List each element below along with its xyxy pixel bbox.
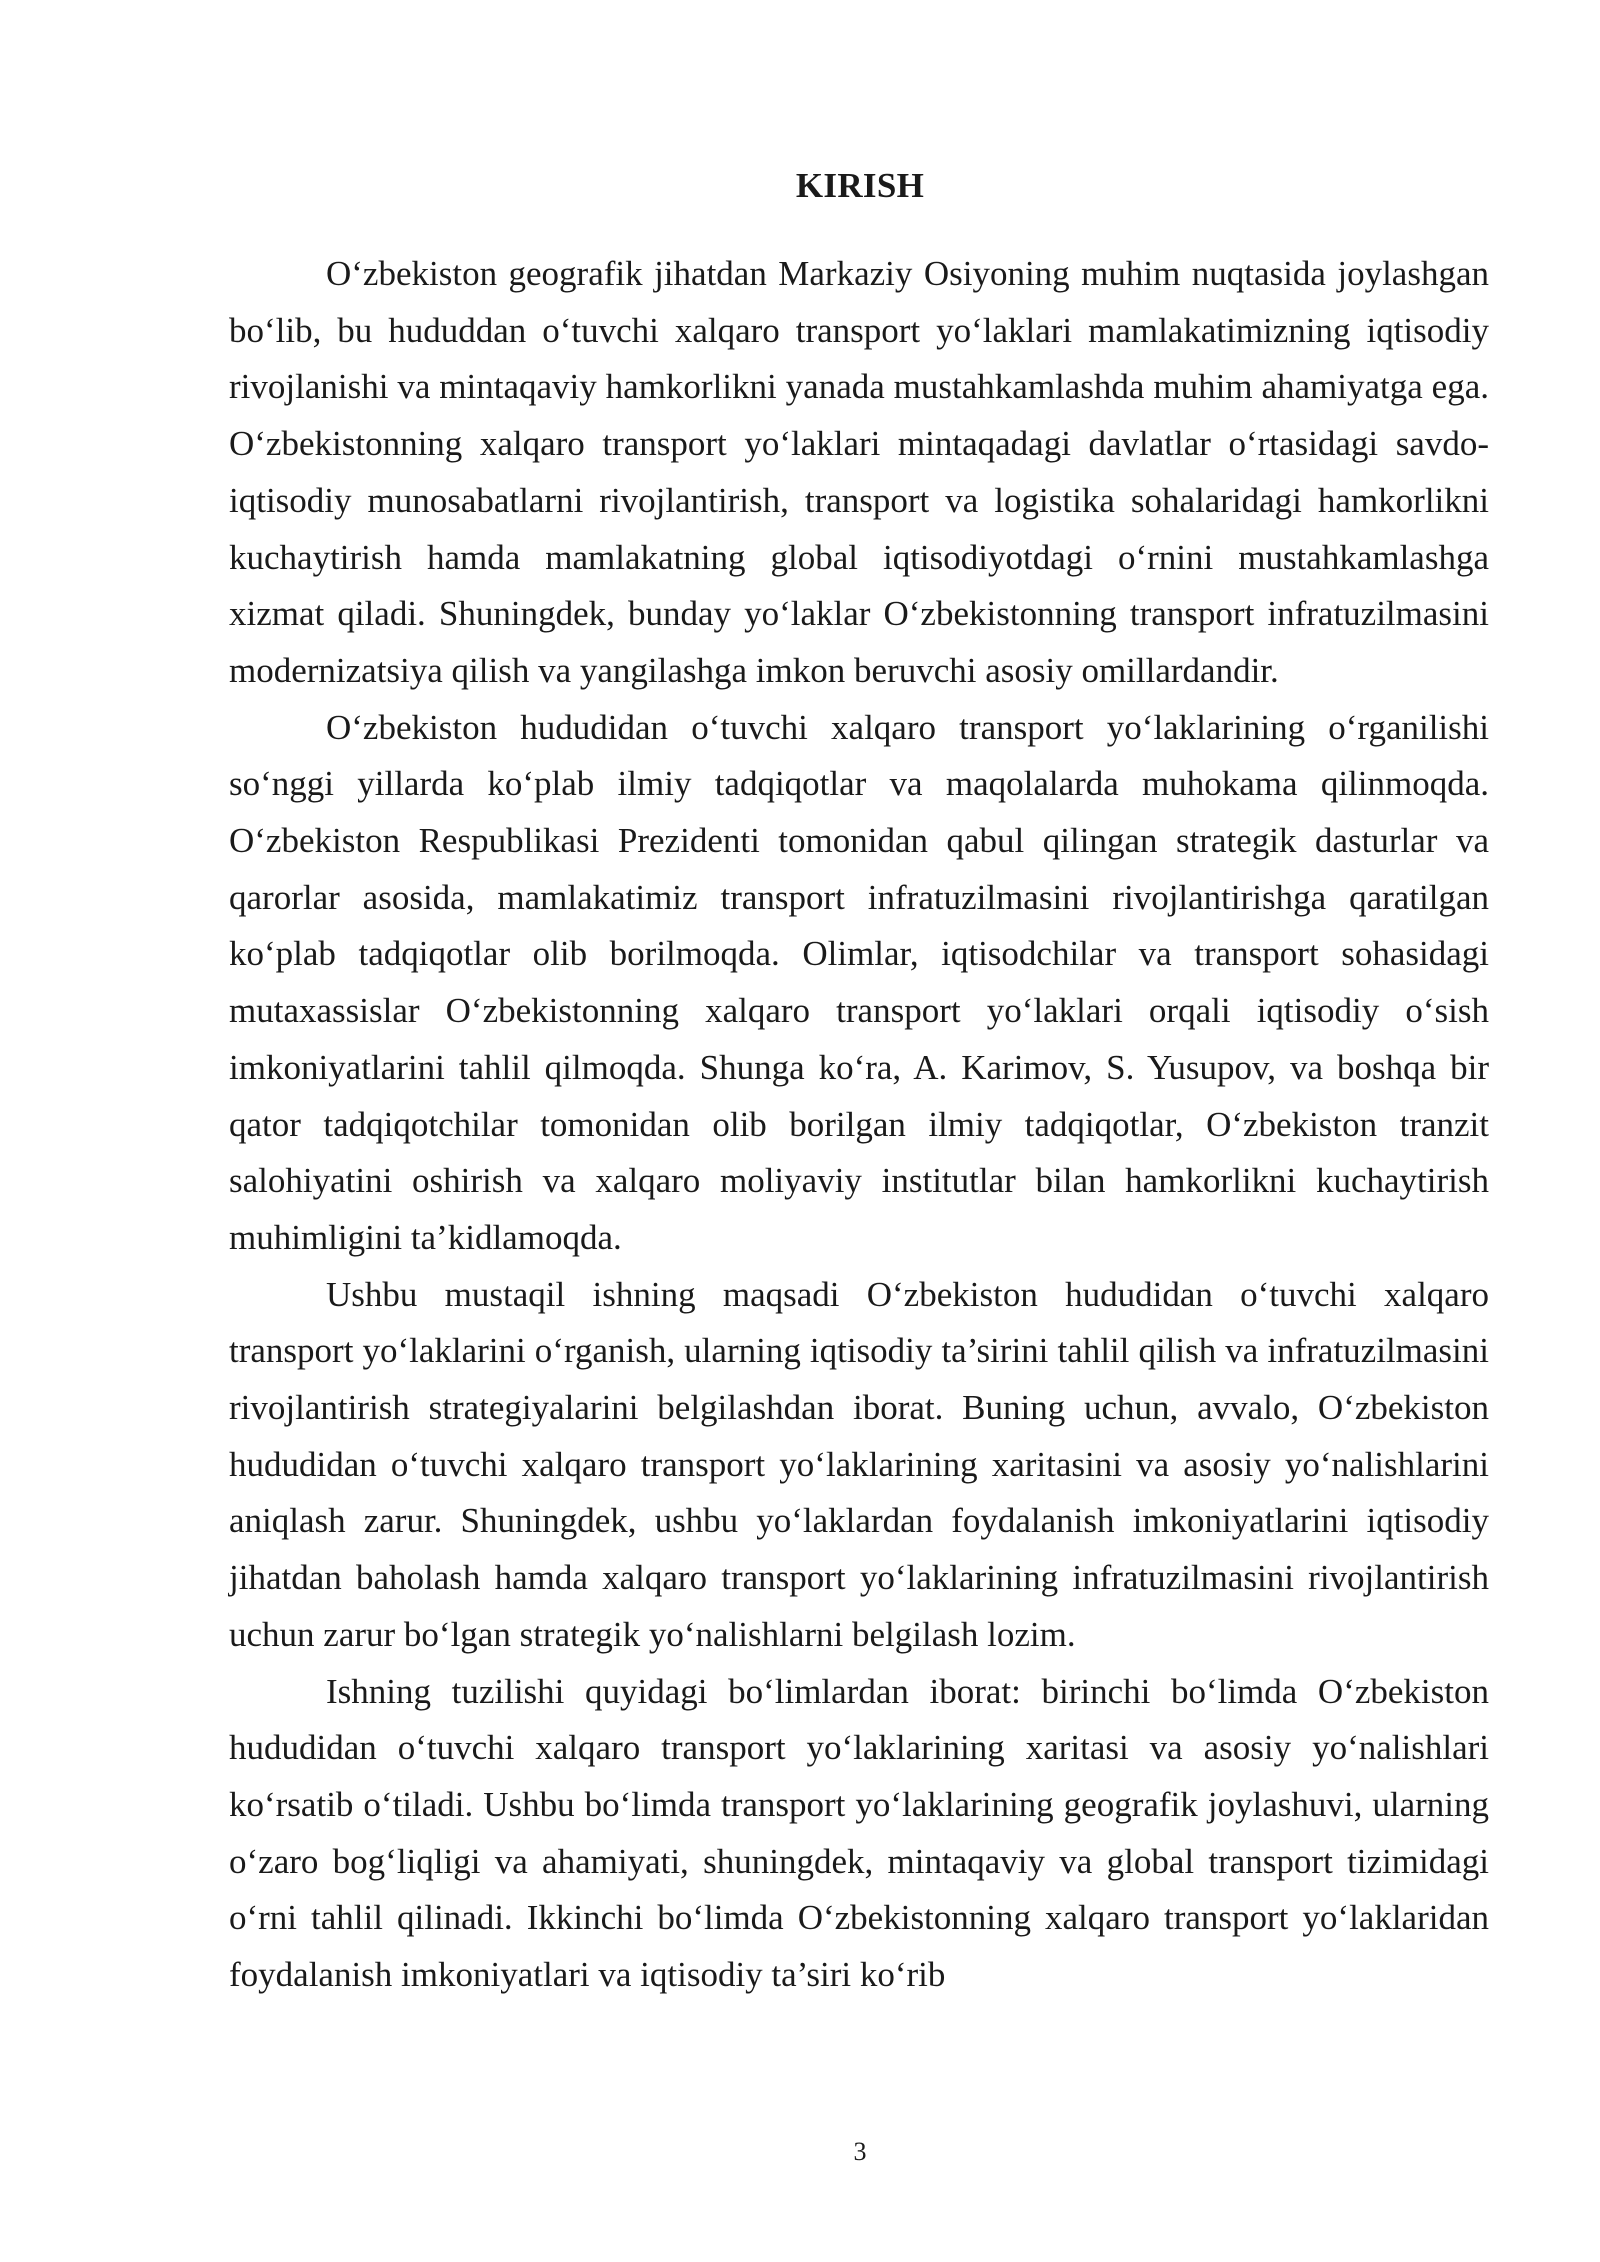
paragraph-2: O‘zbekiston hududidan o‘tuvchi xalqaro transport yo‘laklarining o‘rganilishi so‘nggi yillarda ko‘plab ilmiy tadqiqotlar va maqolalarda muhokama qilinmoqda. O‘zbekiston Respublikasi Prezidenti tomonidan qabul qilingan strategik dasturlar va qarorlar asosida, mamlakatimiz transport infratuzilmasini rivojlantirishga qaratilgan ko‘plab tadqiqotlar olib borilmoqda. Olimlar, iqtisodchilar va transport sohasidagi mutaxassislar O‘zbekistonning xalqaro transport yo‘laklari orqali iqtisodiy o‘sish imkoniyatlarini tahlil qilmoqda. Shunga ko‘ra, A. Karimov, S. Yusupov, va boshqa bir qator tadqiqotchilar tomonidan olib borilgan ilmiy tadqiqotlar, O‘zbekiston tranzit salohiyatini oshirish va xalqaro moliyaviy institutlar bilan hamkorlikni kuchaytirish muhimligini ta’kidlamoqda. xyxy=(229,707,1489,1257)
body-text xyxy=(229,246,1489,2004)
section-title: KIRISH xyxy=(795,166,925,205)
paragraph-1: O‘zbekiston geografik jihatdan Markaziy Osiyoning muhim nuqtasida joylashgan bo‘lib, bu hududdan o‘tuvchi xalqaro transport yo‘laklari mamlakatimizning iqtisodiy rivojlanishi va mintaqaviy hamkorlikni yanada mustahkamlashda muhim ahamiyatga ega. O‘zbekistonning xalqaro transport yo‘laklari mintaqadagi davlatlar o‘rtasidagi savdo-iqtisodiy munosabatlarni rivojlantirish, transport va logistika sohalaridagi hamkorlikni kuchaytirish hamda mamlakatning global iqtisodiyotdagi o‘rnini mustahkamlashga xizmat qiladi. Shuningdek, bunday yo‘laklar O‘zbekistonning transport infratuzilmasini modernizatsiya qilish va yangilashga imkon beruvchi asosiy omillardandir. xyxy=(229,254,1489,690)
paragraph-3: Ushbu mustaqil ishning maqsadi O‘zbekiston hududidan o‘tuvchi xalqaro transport yo‘laklarini o‘rganish, ularning iqtisodiy ta’sirini tahlil qilish va infratuzilmasini rivojlantirish strategiyalarini belgilashdan iborat. Buning uchun, avvalo, O‘zbekiston hududidan o‘tuvchi xalqaro transport yo‘laklarining xaritasini va asosiy yo‘nalishlarini aniqlash zarur. Shuningdek, ushbu yo‘laklardan foydalanish imkoniyatlarini iqtisodiy jihatdan baholash hamda xalqaro transport yo‘laklarining infratuzilmasini rivojlantirish uchun zarur bo‘lgan strategik yo‘nalishlarni belgilash lozim. xyxy=(229,1274,1489,1654)
paragraph-4: Ishning tuzilishi quyidagi bo‘limlardan iborat: birinchi bo‘limda O‘zbekiston hududidan o‘tuvchi xalqaro transport yo‘laklarining xaritasi va asosiy yo‘nalishlari ko‘rsatib o‘tiladi. Ushbu bo‘limda transport yo‘laklarining geografik joylashuvi, ularning o‘zaro bog‘liqligi va ahamiyati, shuningdek, mintaqaviy va global transport tizimidagi o‘rni tahlil qilinadi. Ikkinchi bo‘limda O‘zbekistonning xalqaro transport yo‘laklaridan foydalanish imkoniyatlari va iqtisodiy ta’siri ko‘rib xyxy=(229,1671,1489,1995)
page-number: 3 xyxy=(853,2137,867,2166)
